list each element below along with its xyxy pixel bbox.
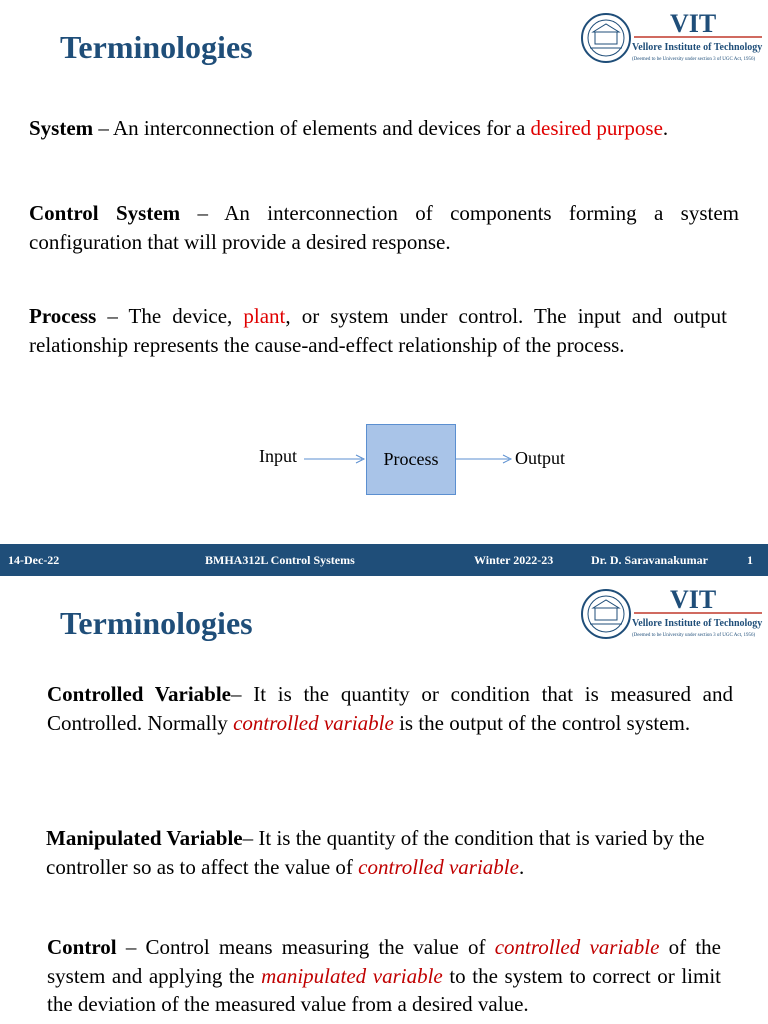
footer-term: Winter 2022-23 xyxy=(474,553,554,567)
control-text-a: – Control means measuring the value of xyxy=(116,935,495,959)
manipulated-variable-definition xyxy=(46,824,716,881)
term-control: Control xyxy=(47,935,117,959)
logo-tagline: (Deemed to be University under section 3 of UGC Act, 1956) xyxy=(632,57,756,62)
system-text: – An interconnection of elements and devices for a xyxy=(93,116,531,140)
manipulated-variable-text-a: – It is the quantity of the condition that is varied by the controller so as to affect the value of xyxy=(46,826,705,879)
control-text-c: to the system to correct or limit the deviation of the measured value from a desired value. xyxy=(47,963,721,1016)
logo-tagline: (Deemed to be University under section 3 of UGC Act, 1956) xyxy=(632,633,756,638)
control-highlight-a: controlled variable xyxy=(494,935,660,959)
system-highlight: desired purpose xyxy=(530,116,663,140)
controlled-variable-text-b: is the output of the control system. xyxy=(393,710,691,735)
logo-vit-text: VIT xyxy=(670,10,717,38)
term-system: System xyxy=(29,116,94,140)
term-manipulated-variable: Manipulated Variable xyxy=(46,826,243,850)
control-highlight-b: manipulated variable xyxy=(261,963,443,988)
footer-course: BMHA312L Control Systems xyxy=(205,553,355,567)
manipulated-variable-text-b: . xyxy=(518,854,525,879)
control-definition xyxy=(47,933,721,1019)
output-arrow-icon xyxy=(456,455,511,463)
process-text-a: – The device, xyxy=(96,304,244,328)
footer-author: Dr. D. Saravanakumar xyxy=(591,553,708,567)
process-block-diagram xyxy=(0,410,768,510)
diagram-output-label: Output xyxy=(515,448,566,468)
process-highlight: plant xyxy=(243,304,286,328)
control-text-b: of the system and applying the xyxy=(47,935,721,988)
control-system-text: – An interconnection of components forming a system configuration that will provide a desired response. xyxy=(29,201,739,254)
controlled-variable-definition xyxy=(47,680,733,737)
slide-2 xyxy=(0,576,768,1024)
university-seal-icon xyxy=(582,14,630,62)
term-process: Process xyxy=(29,304,97,328)
slide-title: Terminologies xyxy=(60,605,253,641)
process-definition xyxy=(29,302,727,359)
slide-footer xyxy=(0,544,768,576)
slide-title: Terminologies xyxy=(60,29,253,65)
control-system-definition xyxy=(29,199,739,256)
logo-institute-name: Vellore Institute of Technology xyxy=(632,618,763,629)
system-end: . xyxy=(662,116,669,140)
process-block xyxy=(366,424,456,495)
controlled-variable-text-a: – It is the quantity or condition that is measured and Controlled. Normally xyxy=(47,682,734,735)
university-seal-icon xyxy=(582,590,630,638)
term-controlled-variable: Controlled Variable xyxy=(47,682,232,706)
process-text-b: , or system under control. The input and output relationship represents the cause-and-effect relationship of the process. xyxy=(29,304,727,357)
vit-logo xyxy=(580,586,764,642)
footer-date: 14-Dec-22 xyxy=(8,553,60,567)
controlled-variable-highlight: controlled variable xyxy=(233,710,394,735)
diagram-input-label: Input xyxy=(259,446,297,466)
input-arrow-icon xyxy=(304,455,364,463)
logo-institute-name: Vellore Institute of Technology xyxy=(632,42,763,53)
footer-page-number: 1 xyxy=(747,553,753,567)
manipulated-variable-highlight: controlled variable xyxy=(358,854,519,879)
system-definition xyxy=(29,114,749,143)
process-block-label: Process xyxy=(383,449,439,469)
vit-logo xyxy=(580,10,764,66)
logo-vit-text: VIT xyxy=(670,586,717,614)
term-control-system: Control System xyxy=(29,201,181,225)
